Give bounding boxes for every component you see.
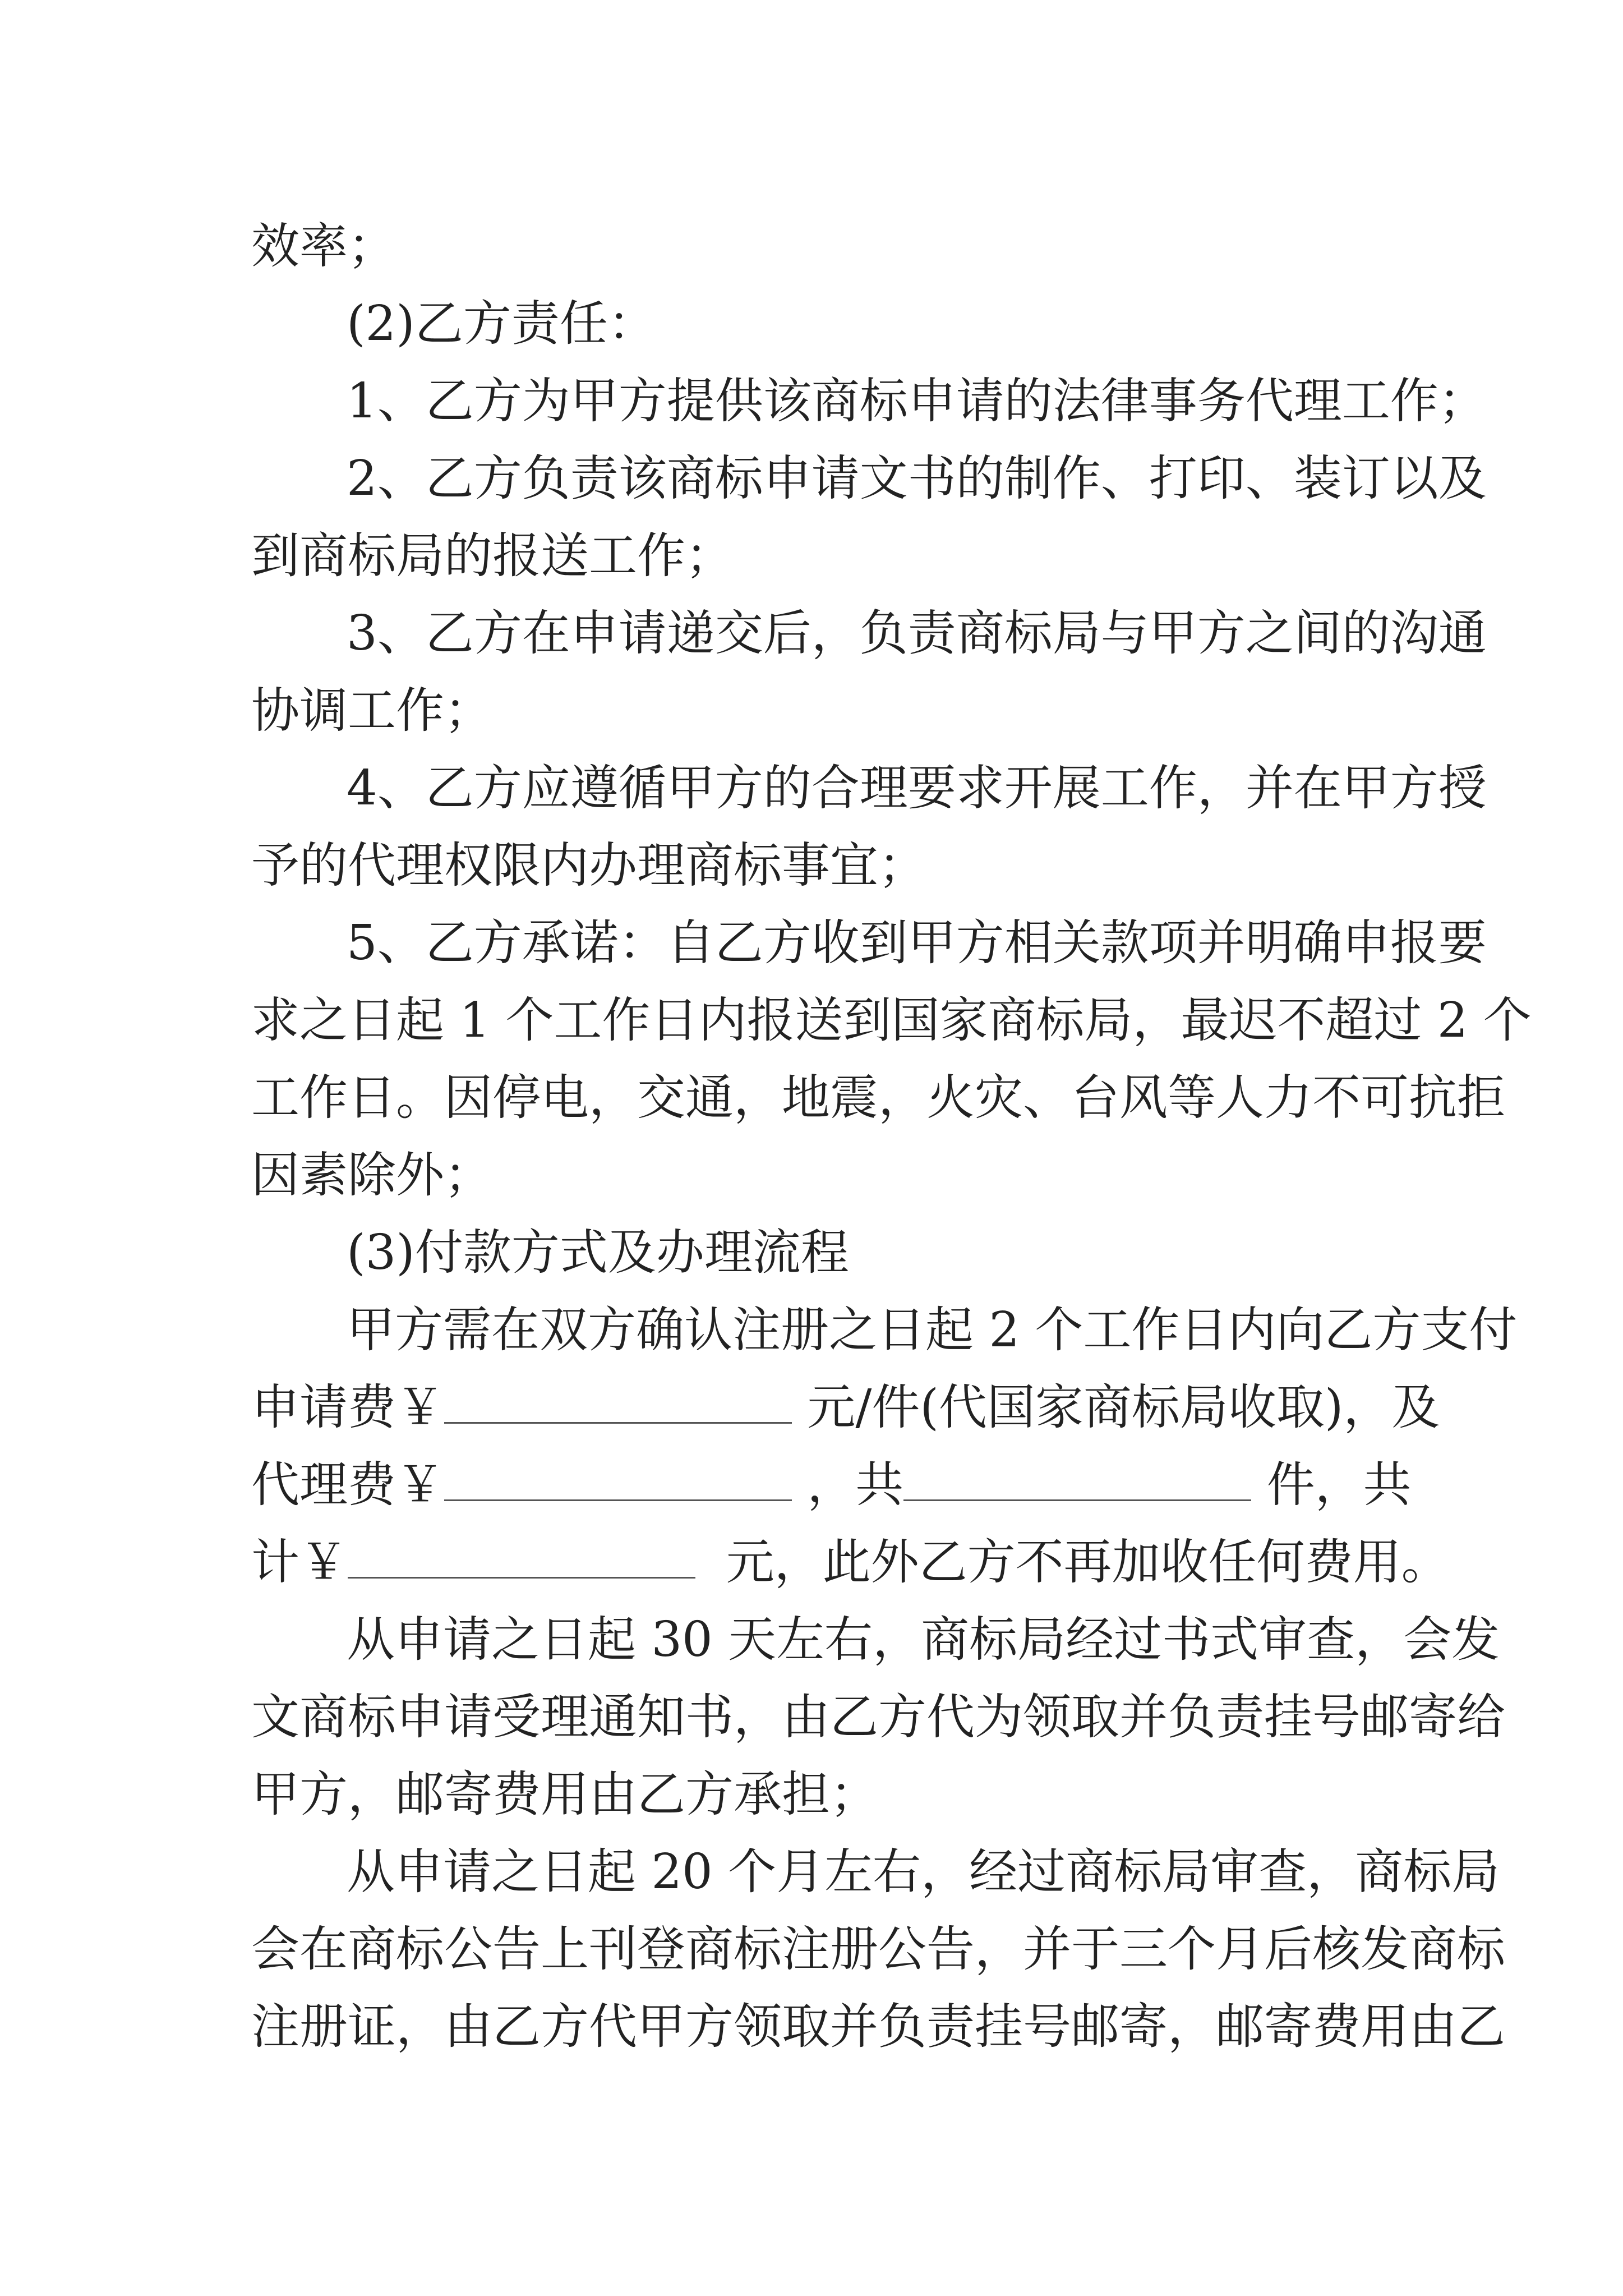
total-unit-text: 元，此外乙方不再加收任何费用。	[726, 1534, 1450, 1590]
paragraph-line: 5、乙方承诺：自乙方收到甲方相关款项并明确申报要	[347, 915, 1487, 971]
application-fee-blank[interactable]	[444, 1383, 792, 1424]
paragraph-line: 协调工作；	[251, 683, 492, 739]
fee-line-application	[251, 1369, 1440, 1446]
paragraph-line: 因素除外；	[251, 1147, 492, 1203]
count-label: ，共	[807, 1457, 904, 1513]
agency-fee-label: 代理费￥	[251, 1457, 444, 1513]
paragraph-line: 3、乙方在申请递交后，负责商标局与甲方之间的沟通	[347, 605, 1487, 661]
application-fee-label: 申请费￥	[251, 1379, 444, 1435]
paragraph-line: 从申请之日起 20 个月左右，经过商标局审查，商标局	[347, 1844, 1500, 1900]
paragraph-line: 到商标局的报送工作；	[251, 528, 734, 584]
paragraph-line: 求之日起 1 个工作日内报送到国家商标局，最迟不超过 2 个	[251, 992, 1532, 1048]
section-heading-payment: (3)付款方式及办理流程	[347, 1225, 849, 1281]
paragraph-line: 注册证，由乙方代甲方领取并负责挂号邮寄，邮寄费用由乙	[251, 1999, 1505, 2055]
paragraph-line: 甲方，邮寄费用由乙方承担；	[251, 1766, 878, 1823]
paragraph-line: 2、乙方负责该商标申请文书的制作、打印、装订以及	[347, 450, 1487, 507]
total-amount-blank[interactable]	[348, 1538, 695, 1579]
section-heading-party-b-responsibility: (2)乙方责任：	[347, 296, 656, 352]
paragraph-line: 4、乙方应遵循甲方的合理要求开展工作，并在甲方授	[347, 760, 1487, 816]
paragraph-line: 甲方需在双方确认注册之日起 2 个工作日内向乙方支付	[347, 1302, 1518, 1358]
agency-fee-blank[interactable]	[444, 1460, 792, 1501]
paragraph-line: 会在商标公告上刊登商标注册公告，并于三个月后核发商标	[251, 1921, 1505, 1977]
document-page	[251, 208, 1532, 2065]
paragraph-line: 工作日。因停电，交通，地震，火灾、台风等人力不可抗拒	[251, 1070, 1505, 1126]
total-label: 计￥	[251, 1534, 348, 1590]
paragraph-line: 1、乙方为甲方提供该商标申请的法律事务代理工作；	[347, 373, 1487, 429]
item-count-blank[interactable]	[903, 1460, 1251, 1501]
paragraph-line: 从申请之日起 30 天左右，商标局经过书式审查，会发	[347, 1612, 1500, 1668]
fee-line-total	[251, 1524, 1450, 1601]
fee-line-agency	[251, 1446, 1412, 1524]
paragraph-line: 予的代理权限内办理商标事宜；	[251, 838, 926, 894]
application-fee-unit-text: 元/件(代国家商标局收取)，及	[807, 1379, 1440, 1435]
paragraph-line: 效率；	[251, 218, 396, 274]
paragraph-line: 文商标申请受理通知书，由乙方代为领取并负责挂号邮寄给	[251, 1689, 1505, 1745]
count-unit-text: 件，共	[1266, 1457, 1412, 1513]
